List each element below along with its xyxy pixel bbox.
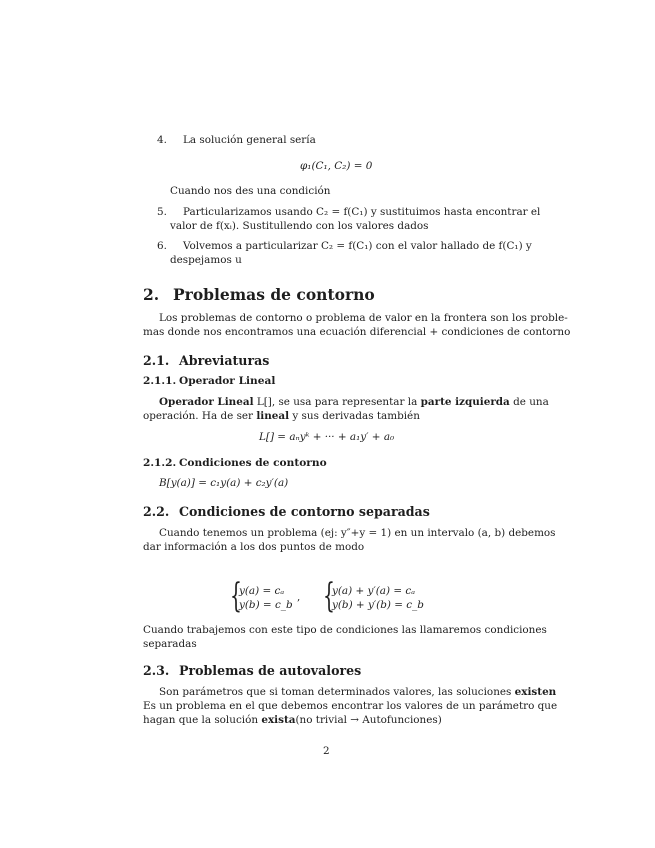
section-number: 2.1.1.: [143, 375, 177, 387]
list-text-line2: valor de f(xᵢ). Sustitullendo con los valores dados: [170, 220, 429, 232]
section-title: Operador Lineal: [179, 375, 276, 387]
list-item-4: [157, 134, 316, 147]
system-line: y(b) = c_b: [239, 599, 293, 611]
paragraph-line: Los problemas de contorno o problema de valor en la frontera son los proble-: [159, 312, 568, 324]
section-number: 2.2.: [143, 504, 170, 519]
term-bold: Operador Lineal: [159, 396, 254, 408]
section-heading-2: [143, 285, 375, 304]
section-heading-2-2: [143, 504, 430, 519]
section-number: 2.1.2.: [143, 457, 177, 469]
paragraph-line: separadas: [143, 638, 197, 650]
section-number: 2.3.: [143, 663, 170, 678]
list-text-line1: Particularizamos usando C₂ = f(C₁) y sustituimos hasta encontrar el: [183, 206, 541, 218]
section-heading-2-1-2: [143, 457, 327, 469]
text-run: (no trivial → Autofunciones): [295, 714, 442, 726]
system-line: y(a) + y′(a) = cₐ: [332, 585, 416, 597]
paragraph-line: [159, 686, 556, 699]
text-run: L[], se usa para representar la: [253, 396, 421, 408]
list-note: Cuando nos des una condición: [170, 185, 331, 197]
system-line: y(b) + y′(b) = c_b: [332, 599, 424, 611]
list-item-5: [157, 206, 541, 219]
text-run: Son parámetros que si toman determinados valores, las soluciones: [159, 686, 515, 698]
section-number: 2.: [143, 285, 160, 304]
section-title: Condiciones de contorno: [179, 457, 327, 469]
paragraph-line: dar información a los dos puntos de modo: [143, 541, 365, 553]
equation-linear-operator: L[] = aₙyᵏ + ··· + a₁y′ + a₀: [259, 431, 395, 443]
paragraph-line: Es un problema en el que debemos encontrar los valores de un parámetro que: [143, 700, 558, 712]
left-brace: {: [323, 576, 335, 616]
list-number: 6.: [157, 240, 167, 252]
page-number: 2: [323, 745, 330, 757]
paragraph-line: [143, 410, 420, 423]
paragraph-line: [143, 714, 442, 727]
section-heading-2-1: [143, 353, 269, 368]
paragraph-line: [159, 396, 549, 409]
text-run: operación. Ha de ser: [143, 410, 257, 422]
text-run: y sus derivadas también: [289, 410, 420, 422]
text-run: de una: [509, 396, 549, 408]
list-text-line1: Volvemos a particularizar C₂ = f(C₁) con el valor hallado de f(C₁) y: [183, 240, 532, 252]
list-number: 4.: [157, 134, 167, 146]
term-bold: lineal: [256, 410, 290, 422]
list-number: 5.: [157, 206, 167, 218]
section-title: Problemas de autovalores: [179, 663, 362, 678]
term-bold: exista: [261, 714, 296, 726]
section-title: Abreviaturas: [179, 353, 270, 368]
equation-general-solution: φ₁(C₁, C₂) = 0: [300, 160, 373, 172]
system-separator: ,: [297, 591, 301, 603]
section-number: 2.1.: [143, 353, 170, 368]
system-line: y(a) = cₐ: [239, 585, 285, 597]
section-title: Condiciones de contorno separadas: [179, 504, 430, 519]
left-brace: {: [230, 576, 242, 616]
term-bold: existen: [514, 686, 557, 698]
paragraph-line: mas donde nos encontramos una ecuación diferencial + condiciones de contorno: [143, 326, 571, 338]
paragraph-line: Cuando trabajemos con este tipo de condiciones las llamaremos condiciones: [143, 624, 547, 636]
section-heading-2-3: [143, 663, 361, 678]
section-heading-2-1-1: [143, 375, 275, 387]
text-run: hagan que la solución: [143, 714, 262, 726]
equation-system-1: [230, 576, 293, 616]
equation-boundary-condition: B[y(a)] = c₁y(a) + c₂y′(a): [159, 477, 289, 489]
paragraph-line: Cuando tenemos un problema (ej: y″+y = 1) en un intervalo (a, b) debemos: [159, 527, 556, 539]
list-text-line2: despejamos u: [170, 254, 242, 266]
section-title: Problemas de contorno: [173, 285, 375, 304]
list-item-6: [157, 240, 532, 253]
equation-system-2: [323, 576, 424, 616]
term-bold: parte izquierda: [420, 396, 510, 408]
list-text: La solución general sería: [183, 134, 316, 146]
